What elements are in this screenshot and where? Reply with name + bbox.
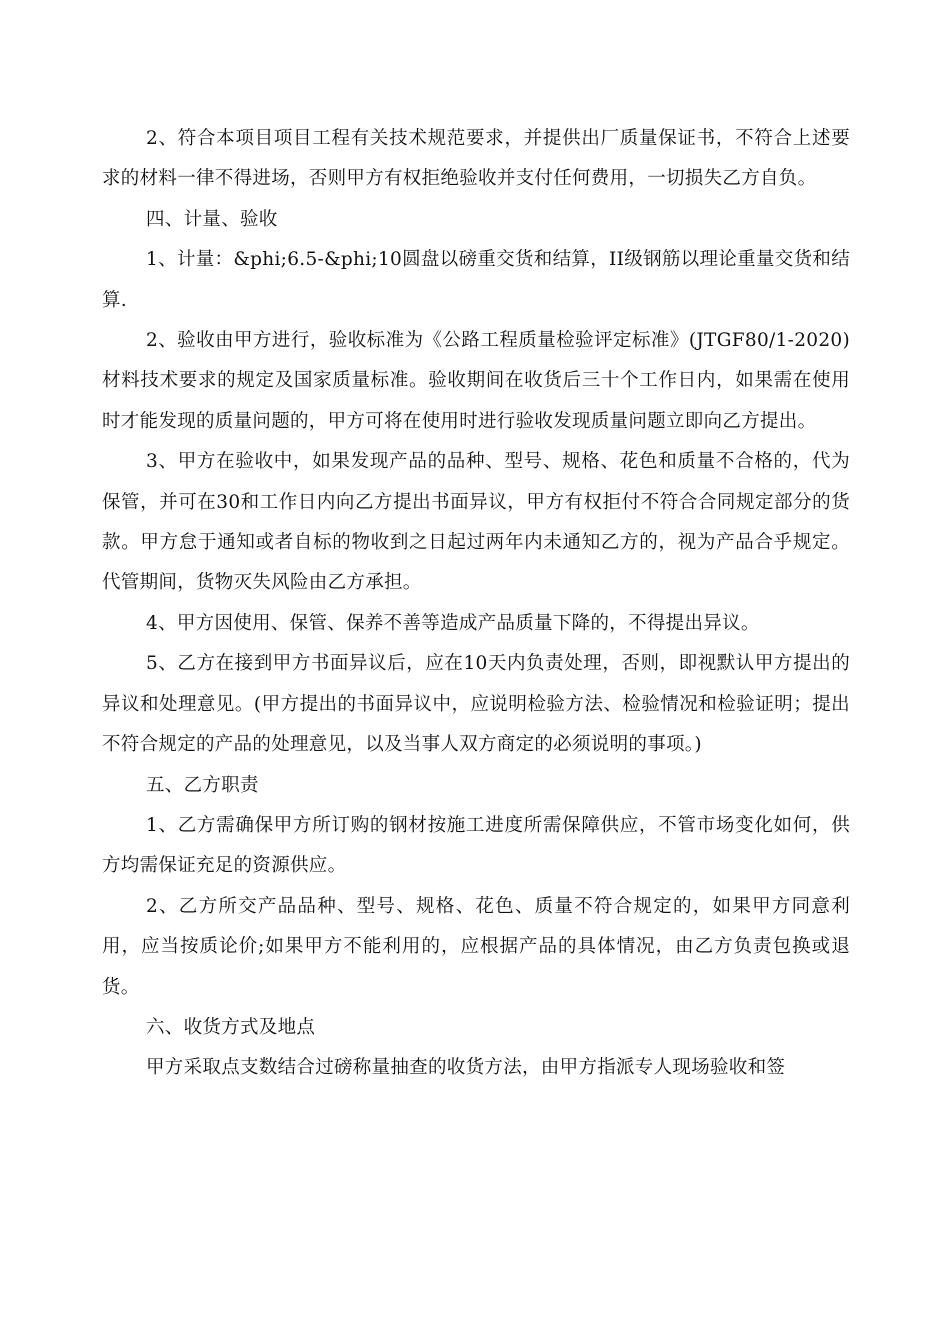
- section-heading-delivery-method: 六、收货方式及地点: [146, 1016, 316, 1038]
- paragraph-improper-use: 4、甲方因使用、保管、保养不善等造成产品质量下降的，不得提出异议。: [146, 612, 760, 634]
- document-body: [102, 119, 850, 1089]
- paragraph-acceptance-standard: 2、验收由甲方进行，验收标准为《公路工程质量检验评定标准》(JTGF80/1-2020)材料技术要求的规定及国家质量标准。验收期间在收货后三十个工作日内，如果需在使用时才能发现的质量问题的，甲方可将在使用时进行验收发现质量问题立即向乙方提出。: [102, 330, 850, 432]
- paragraph-nonconforming-products: 3、甲方在验收中，如果发现产品的品种、型号、规格、花色和质量不合格的，代为保管，并可在30和工作日内向乙方提出书面异议，甲方有权拒付不符合合同规定部分的货款。甲方怠于通知或者自标的物收到之日起过两年内未通知乙方的，视为产品合乎规定。代管期间，货物灭失风险由乙方承担。: [102, 451, 850, 594]
- paragraph-supply-guarantee: 1、乙方需确保甲方所订购的钢材按施工进度所需保障供应，不管市场变化如何，供方均需保证充足的资源供应。: [102, 814, 850, 877]
- paragraph-replacement-return: 2、乙方所交产品品种、型号、规格、花色、质量不符合规定的，如果甲方同意利用，应当按质论价;如果甲方不能利用的，应根据产品的具体情况，由乙方负责包换或退货。: [102, 895, 850, 998]
- paragraph-measurement: 1、计量：&phi;6.5-&phi;10圆盘以磅重交货和结算，II级钢筋以理论重量交货和结算.: [102, 249, 850, 311]
- paragraph-material-requirements: 2、符合本项目项目工程有关技术规范要求，并提供出厂质量保证书，不符合上述要求的材料一律不得进场，否则甲方有权拒绝验收并支付任何费用，一切损失乙方自负。: [102, 128, 850, 190]
- section-heading-party-b-duties: 五、乙方职责: [146, 774, 259, 796]
- paragraph-receiving-method: 甲方采取点支数结合过磅称量抽查的收货方法，由甲方指派专人现场验收和签: [146, 1057, 786, 1079]
- section-heading-measurement-acceptance: 四、计量、验收: [146, 208, 278, 230]
- paragraph-objection-handling: 5、乙方在接到甲方书面异议后，应在10天内负责处理，否则，即视默认甲方提出的异议和处理意见。(甲方提出的书面异议中，应说明检验方法、检验情况和检验证明；提出不符合规定的产品的处理意见，以及当事人双方商定的必须说明的事项。): [102, 653, 850, 756]
